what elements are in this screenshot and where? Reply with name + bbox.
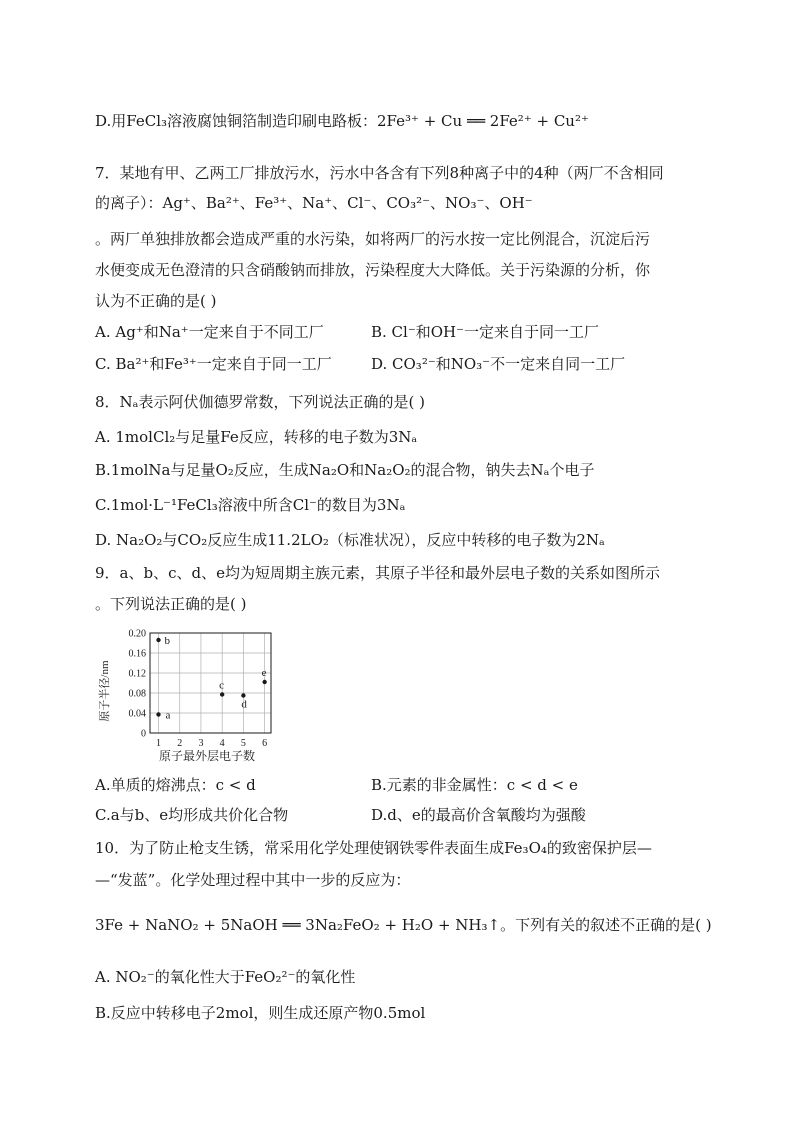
q7-stem-line1: 7．某地有甲、乙两工厂排放污水，污水中各含有下列8种离子中的4种（两厂不含相同	[95, 164, 664, 182]
point-label-a: a	[165, 709, 171, 722]
data-point-b	[156, 638, 160, 642]
q7-option-c: C. Ba²⁺和Fe³⁺一定来自于同一工厂	[95, 355, 332, 373]
x-tick-label: 3	[198, 738, 204, 749]
q9-option-c: C.a与b、e均形成共价化合物	[95, 806, 289, 824]
data-point-a	[156, 712, 160, 716]
q9-stem-line1: 9．a、b、c、d、e均为短周期主族元素，其原子半径和最外层电子数的关系如图所示	[95, 564, 660, 582]
data-point-e	[262, 680, 266, 684]
q8-option-b: B.1molNa与足量O₂反应，生成Na₂O和Na₂O₂的混合物，钠失去Nₐ个电子	[95, 461, 595, 479]
q9-option-d: D.d、e的最高价含氧酸均为强酸	[371, 806, 586, 824]
q7-stem-line3: 。两厂单独排放都会造成严重的水污染，如将两厂的污水按一定比例混合，沉淀后污	[95, 230, 651, 248]
point-label-e: e	[261, 667, 267, 679]
y-tick-label: 0	[141, 728, 146, 740]
radius-vs-valence-chart	[95, 625, 285, 765]
q9-stem-line2: 。下列说法正确的是( )	[95, 595, 247, 613]
data-point-d	[241, 693, 245, 697]
q10-stem-line2: —“发蓝”。化学处理过程中其中一步的反应为：	[95, 871, 411, 889]
q10-stem-line1: 10．为了防止枪支生锈，常采用化学处理使钢铁零件表面生成Fe₃O₄的致密保护层—	[95, 839, 652, 857]
y-tick-label: 0.08	[128, 688, 146, 700]
q10-option-b: B.反应中转移电子2mol，则生成还原产物0.5mol	[95, 1004, 426, 1022]
x-tick-label: 1	[155, 738, 161, 749]
q7-stem-line4: 水便变成无色澄清的只含硝酸钠而排放，污染程度大大降低。关于污染源的分析，你	[95, 261, 651, 279]
q9-option-b: B.元素的非金属性：c < d < e	[371, 776, 578, 794]
point-label-b: b	[164, 635, 170, 647]
q10-reaction-equation: 3Fe + NaNO₂ + 5NaOH ══ 3Na₂FeO₂ + H₂O + NH₃↑。下列有关的叙述不正确的是( )	[95, 916, 712, 934]
data-point-c	[220, 692, 224, 696]
y-tick-label: 0.12	[128, 668, 146, 680]
y-tick-label: 0.04	[128, 708, 146, 720]
y-tick-label: 0.20	[128, 628, 146, 640]
q8-option-c: C.1mol·L⁻¹FeCl₃溶液中所含Cl⁻的数目为3Nₐ	[95, 496, 406, 514]
option-d-previous-question: D.用FeCl₃溶液腐蚀铜箔制造印刷电路板：2Fe³⁺ + Cu ══ 2Fe²⁺ + Cu²⁺	[95, 112, 589, 130]
x-tick-label: 2	[177, 738, 183, 749]
y-axis-label: 原子半径/nm	[99, 660, 111, 722]
x-axis-label: 原子最外层电子数	[158, 749, 256, 763]
q9-option-a: A.单质的熔沸点：c < d	[95, 776, 256, 794]
q8-option-d: D. Na₂O₂与CO₂反应生成11.2LO₂（标准状况），反应中转移的电子数为2Nₐ	[95, 531, 605, 549]
chart-tick-labels	[129, 629, 268, 750]
q7-stem-line5: 认为不正确的是( )	[95, 292, 217, 310]
q8-stem: 8．Nₐ表示阿伏伽德罗常数，下列说法正确的是( )	[95, 393, 425, 411]
q8-option-a: A. 1molCl₂与足量Fe反应，转移的电子数为3Nₐ	[95, 428, 418, 446]
q10-option-a: A. NO₂⁻的氧化性大于FeO₂²⁻的氧化性	[95, 968, 356, 986]
chart-points	[156, 635, 267, 722]
point-label-d: d	[241, 698, 247, 711]
q7-option-d: D. CO₃²⁻和NO₃⁻不一定来自同一工厂	[371, 355, 626, 373]
q7-stem-line2: 的离子）：Ag⁺、Ba²⁺、Fe³⁺、Na⁺、Cl⁻、CO₃²⁻、NO₃⁻、OH⁻	[95, 194, 533, 212]
q7-option-a: A. Ag⁺和Na⁺一定来自于不同工厂	[95, 323, 324, 341]
x-tick-label: 6	[262, 738, 268, 749]
x-tick-label: 5	[240, 738, 246, 749]
y-tick-label: 0.16	[128, 648, 146, 660]
x-tick-label: 4	[219, 738, 225, 749]
q7-option-b: B. Cl⁻和OH⁻一定来自于同一工厂	[371, 323, 600, 341]
point-label-c: c	[219, 679, 225, 692]
